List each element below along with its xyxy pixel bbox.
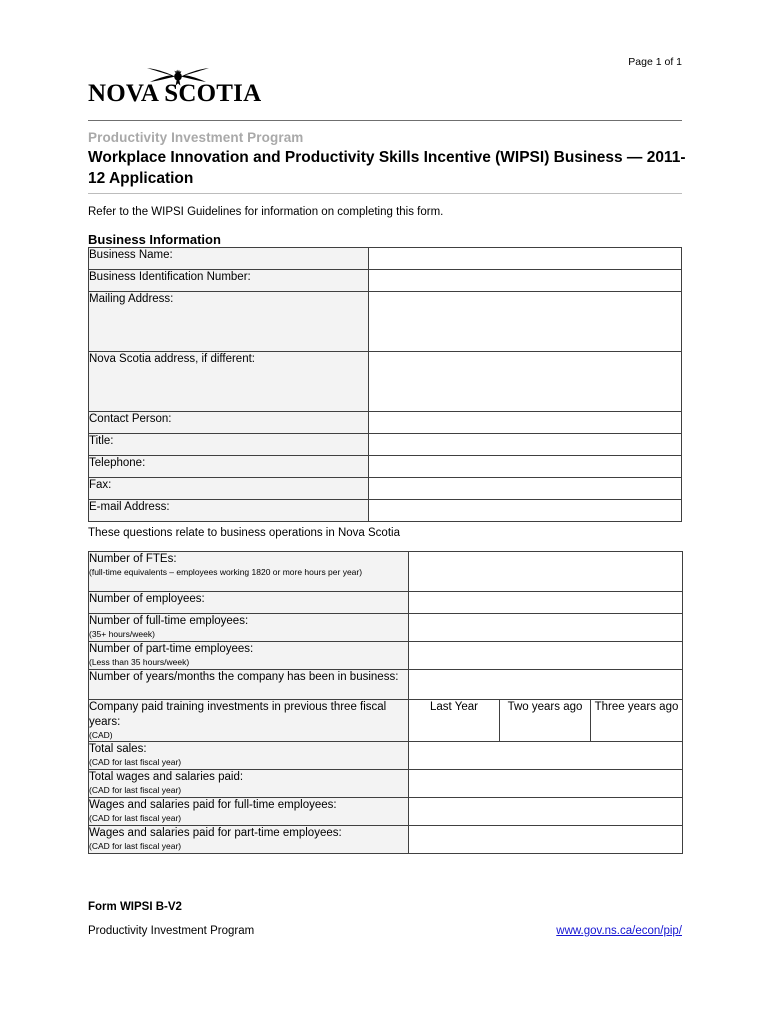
table-row bbox=[89, 700, 683, 742]
business-information-rows bbox=[89, 248, 682, 522]
field-label-text: Fax: bbox=[89, 479, 112, 491]
field-label-text: Number of FTEs: bbox=[89, 553, 177, 565]
nova-scotia-logo bbox=[88, 66, 388, 112]
field-label bbox=[89, 770, 409, 798]
table-row bbox=[89, 248, 682, 270]
field-sublabel-text: (full-time equivalents – employees working 1820 or more hours per year) bbox=[89, 567, 363, 577]
field-sublabel-text: (CAD for last fiscal year) bbox=[89, 757, 182, 767]
field-input[interactable] bbox=[409, 670, 683, 700]
table-row bbox=[89, 552, 683, 592]
page-number: Page 1 of 1 bbox=[628, 56, 682, 68]
field-input[interactable] bbox=[409, 592, 683, 614]
business-operations-table bbox=[88, 551, 683, 854]
field-label-text: Total wages and salaries paid: bbox=[89, 771, 244, 783]
field-input[interactable] bbox=[369, 500, 682, 522]
table-row bbox=[89, 798, 683, 826]
field-label-text: Telephone: bbox=[89, 457, 146, 469]
form-code: Form WIPSI B-V2 bbox=[88, 901, 182, 913]
table-row bbox=[89, 614, 683, 642]
field-label bbox=[89, 412, 369, 434]
field-label-text: Nova Scotia address, if different: bbox=[89, 353, 255, 365]
table-row bbox=[89, 826, 683, 854]
page-title: Workplace Innovation and Productivity Skills Incentive (WIPSI) Business — 2011-12 Application bbox=[88, 149, 686, 187]
field-label bbox=[89, 270, 369, 292]
table-row bbox=[89, 412, 682, 434]
field-sublabel-text: (35+ hours/week) bbox=[89, 629, 155, 639]
field-label bbox=[89, 592, 409, 614]
field-label bbox=[89, 700, 409, 742]
field-label-text: Title: bbox=[89, 435, 114, 447]
field-input[interactable] bbox=[369, 270, 682, 292]
footer-website-link[interactable]: www.gov.ns.ca/econ/pip/ bbox=[556, 925, 682, 937]
field-label bbox=[89, 552, 409, 592]
sub-column-header[interactable]: Two years ago bbox=[500, 700, 591, 742]
header-divider-top bbox=[88, 120, 682, 121]
field-label-text: Number of years/months the company has been in business: bbox=[89, 671, 399, 683]
field-input[interactable] bbox=[369, 248, 682, 270]
instruction-text: Refer to the WIPSI Guidelines for information on completing this form. bbox=[88, 206, 444, 218]
table-row bbox=[89, 670, 683, 700]
field-label bbox=[89, 642, 409, 670]
field-label bbox=[89, 826, 409, 854]
table-row bbox=[89, 500, 682, 522]
field-label-text: Mailing Address: bbox=[89, 293, 174, 305]
header-divider-bottom bbox=[88, 193, 682, 194]
field-label bbox=[89, 456, 369, 478]
table-row bbox=[89, 478, 682, 500]
operations-note: These questions relate to business operations in Nova Scotia bbox=[88, 527, 400, 539]
field-input[interactable] bbox=[409, 642, 683, 670]
table-row bbox=[89, 592, 683, 614]
field-label-text: E-mail Address: bbox=[89, 501, 170, 513]
field-sublabel-text: (Less than 35 hours/week) bbox=[89, 657, 190, 667]
field-label bbox=[89, 292, 369, 352]
field-label-text: Number of full-time employees: bbox=[89, 615, 249, 627]
field-input[interactable] bbox=[409, 770, 683, 798]
field-label bbox=[89, 670, 409, 700]
field-input[interactable] bbox=[369, 292, 682, 352]
field-sublabel-text: (CAD for last fiscal year) bbox=[89, 785, 182, 795]
field-label-text: Business Name: bbox=[89, 249, 173, 261]
field-input[interactable] bbox=[369, 434, 682, 456]
table-row bbox=[89, 642, 683, 670]
field-sublabel-text: (CAD) bbox=[89, 730, 113, 740]
field-label bbox=[89, 500, 369, 522]
field-label bbox=[89, 434, 369, 456]
field-label-text: Number of employees: bbox=[89, 593, 205, 605]
program-eyebrow: Productivity Investment Program bbox=[88, 130, 304, 145]
field-label bbox=[89, 248, 369, 270]
field-input[interactable] bbox=[369, 456, 682, 478]
table-row bbox=[89, 270, 682, 292]
section-heading-business-information: Business Information bbox=[88, 232, 221, 247]
field-label-text: Business Identification Number: bbox=[89, 271, 251, 283]
field-input[interactable] bbox=[409, 552, 683, 592]
field-sublabel-text: (CAD for last fiscal year) bbox=[89, 813, 182, 823]
nova-scotia-wordmark: NOVA SCOTIA bbox=[88, 80, 262, 107]
field-label bbox=[89, 614, 409, 642]
sub-column-header[interactable]: Three years ago bbox=[591, 700, 683, 742]
business-operations-rows bbox=[89, 552, 683, 854]
field-label-text: Company paid training investments in previous three fiscal years: bbox=[89, 701, 387, 728]
table-row bbox=[89, 770, 683, 798]
table-row bbox=[89, 292, 682, 352]
field-label-text: Total sales: bbox=[89, 743, 147, 755]
field-label bbox=[89, 742, 409, 770]
field-label-text: Number of part-time employees: bbox=[89, 643, 254, 655]
field-label-text: Contact Person: bbox=[89, 413, 172, 425]
table-row bbox=[89, 742, 683, 770]
table-row bbox=[89, 434, 682, 456]
sub-column-header[interactable]: Last Year bbox=[409, 700, 500, 742]
table-row bbox=[89, 352, 682, 412]
field-label bbox=[89, 352, 369, 412]
field-input[interactable] bbox=[409, 742, 683, 770]
table-row bbox=[89, 456, 682, 478]
business-information-table bbox=[88, 247, 682, 522]
footer-program-name: Productivity Investment Program bbox=[88, 925, 255, 937]
field-input[interactable] bbox=[369, 478, 682, 500]
field-input[interactable] bbox=[409, 798, 683, 826]
field-input[interactable] bbox=[409, 826, 683, 854]
field-input[interactable] bbox=[409, 614, 683, 642]
field-input[interactable] bbox=[369, 412, 682, 434]
field-input[interactable] bbox=[369, 352, 682, 412]
field-label-text: Wages and salaries paid for full-time employees: bbox=[89, 799, 337, 811]
field-label bbox=[89, 478, 369, 500]
field-label-text: Wages and salaries paid for part-time employees: bbox=[89, 827, 342, 839]
field-label bbox=[89, 798, 409, 826]
field-sublabel-text: (CAD for last fiscal year) bbox=[89, 841, 182, 851]
